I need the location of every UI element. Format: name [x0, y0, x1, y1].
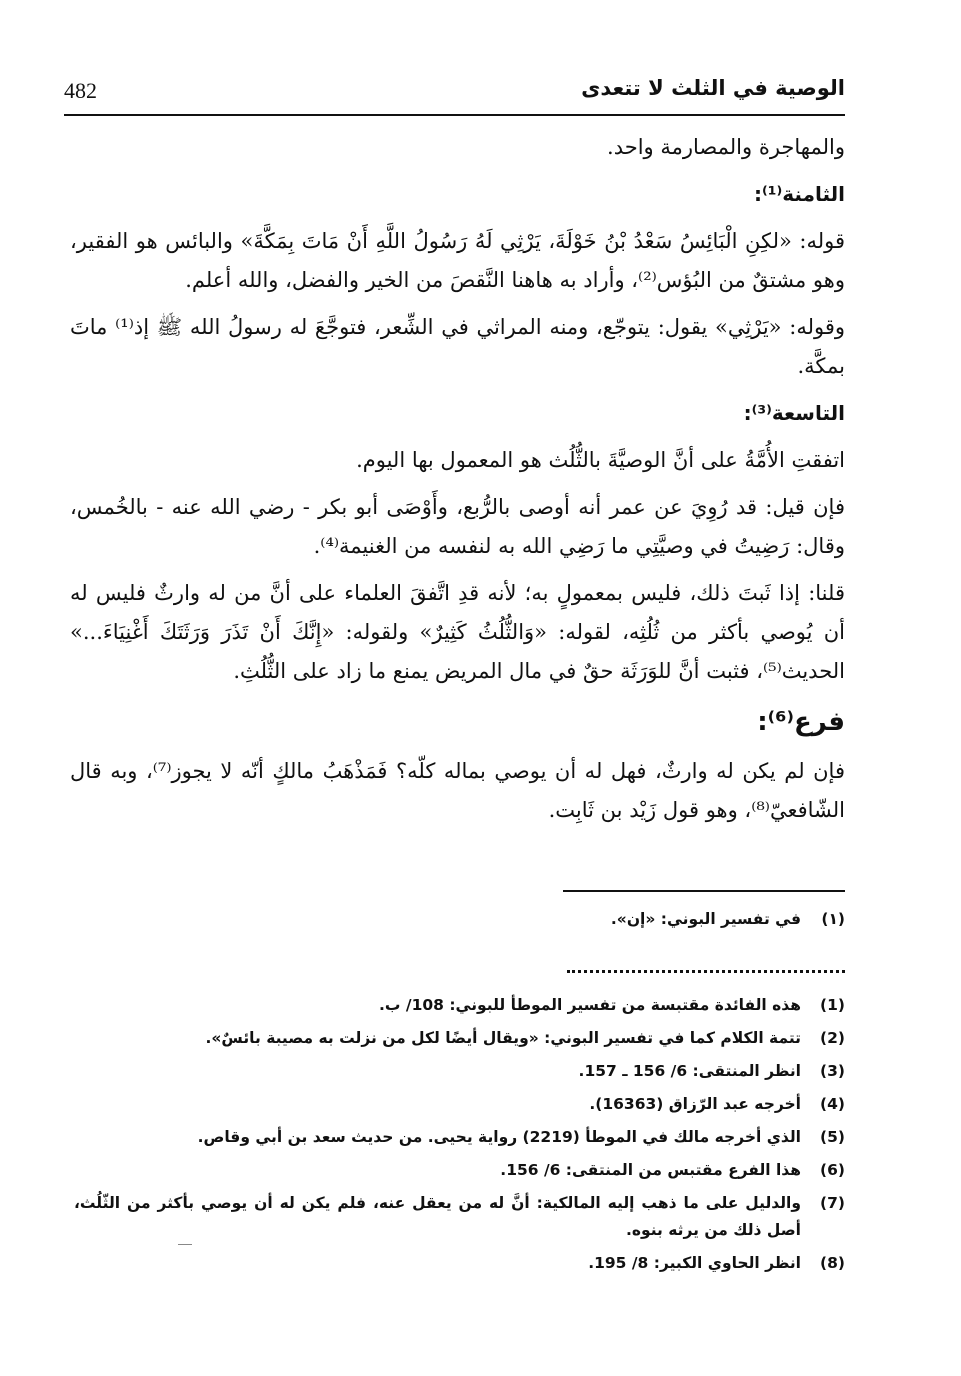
dotted-separator: [567, 970, 845, 973]
footnotes-editor: [74, 906, 845, 939]
footnote-text: انظر المنتقى: 6/ 156 ـ 157.: [578, 1062, 801, 1080]
footnote-item: [74, 1190, 845, 1244]
footnote-text: والدليل على ما ذهب إليه المالكية: أنَّ له من يعقل عنه، فلم يكن له أن يوصي بأكثر من الثّلُث، أصل ذلك من يرثه بنوه.: [74, 1194, 801, 1239]
paragraph-1: والمهاجرة والمصارمة واحد.: [607, 135, 845, 159]
footnote-number: (2): [820, 1029, 845, 1047]
running-head: [64, 74, 845, 114]
paragraph-7: فإن لم يكن له وارثٌ، فهل له أن يوصي بماله كلّه؟ فَمَذْهَبُ مالكٍ أنّه لا يجوز⁽⁷⁾، وبه قال الشّافعيّ⁽⁸⁾، وهو قول زَيْد بن ثَابِت.: [70, 759, 845, 822]
footnote-number: (١): [821, 910, 845, 928]
stray-mark: [178, 1244, 192, 1245]
footnote-item: [74, 1124, 845, 1151]
paragraph-6: قلنا: إذا ثَبتَ ذلك، فليس بمعمولٍ به؛ لأنه قدِ اتَّفقَ العلماء على أنَّ من له وارثٌ فليس له أن يُوصي بأكثر من ثُلُثِه، لقوله: «وَالثُّلُثُ كَثِيرٌ» ولقوله: «إِنَّكَ أَنْ تَذَرَ وَرَثَتَكَ أَغْنِيَاءَ...» الحديث⁽⁵⁾، فثبت أنَّ للوَرَثَة حقٌ في مال المريض يمنع ما زاد على الثُّلُثِ.: [70, 581, 845, 683]
main-text: [70, 128, 845, 838]
footnotes-main: [74, 992, 845, 1283]
footnote-text: هذا الفرع مقتبس من المنتقى: 6/ 156.: [500, 1161, 801, 1179]
footnote-text: الذي أخرجه مالك في الموطأ (2219) رواية يحيى. من حديث سعد بن أبي وقاص.: [197, 1128, 801, 1146]
header-rule: [64, 114, 845, 116]
footnote-number: (3): [820, 1062, 845, 1080]
footnote-number: (5): [820, 1128, 845, 1146]
footnote-item: [74, 1058, 845, 1085]
footnote-item: [74, 906, 845, 933]
footnote-text: تتمة الكلام كما في تفسير البوني: «ويقال أيضًا لكل من نزلت به مصيبة بائسٌ».: [205, 1029, 801, 1047]
footnote-number: (7): [820, 1194, 845, 1212]
footnote-item: [74, 1091, 845, 1118]
footnote-item: [74, 1250, 845, 1277]
paragraph-4: اتفقتِ الأُمَّةُ على أنَّ الوصيَّةَ بالثُّلُث هو المعمول بها اليوم.: [356, 448, 845, 472]
footnote-number: (6): [820, 1161, 845, 1179]
footnote-item: [74, 992, 845, 1019]
footnote-number: (8): [820, 1254, 845, 1272]
paragraph-5: فإن قيل: قد رُوِيَ عن عمر أنه أوصى بالرُّبع، وأَوْصَى أبو بكر - رضي الله عنه - بالخُمس، وقال: رَضِيتُ في وصيَّتِي ما رَضِي الله به لنفسه من الغنيمة⁽⁴⁾.: [70, 495, 845, 558]
section-heading-ninth: التاسعة⁽³⁾:: [743, 401, 845, 425]
section-heading-branch: فرع⁽⁶⁾:: [757, 707, 845, 737]
footnote-item: [74, 1025, 845, 1052]
footnote-text: هذه الفائدة مقتبسة من تفسير الموطأ للبوني: 108/ ب.: [379, 996, 801, 1014]
paragraph-2: قوله: «لكِنِ الْبَائِسُ سَعْدُ بْنُ خَوْلَةَ، يَرْثِي لَهُ رَسُولُ اللَّهِ أَنْ مَاتَ بِمَكَّةَ» والبائس هو الفقير، وهو مشتقٌ من البُؤس⁽²⁾، وأراد به هاهنا النَّقصَ من الخير والفضل، والله أعلم.: [70, 229, 845, 292]
page-number: 482: [64, 78, 97, 103]
footnote-text: انظر الحاوي الكبير: 8/ 195.: [588, 1254, 801, 1272]
footnote-number: (1): [820, 996, 845, 1014]
footnote-number: (4): [820, 1095, 845, 1113]
footnote-text: في تفسير البوني: «إن».: [610, 910, 801, 928]
footnote-item: [74, 1157, 845, 1184]
paragraph-3: وقوله: «يَرْثِي» يقول: يتوجّع، ومنه المراثي في الشِّعر، فتوجَّعَ له رسولُ الله ﷺ إذ⁽¹⁾ ماتَ بمكَّة.: [70, 315, 846, 378]
section-heading-eighth: الثامنة⁽¹⁾:: [753, 182, 845, 206]
footnote-text: أخرجه عبد الرّزاق (16363).: [589, 1095, 801, 1113]
running-title: الوصية في الثلث لا تتعدى: [581, 76, 845, 100]
footnote-rule: [563, 890, 845, 892]
